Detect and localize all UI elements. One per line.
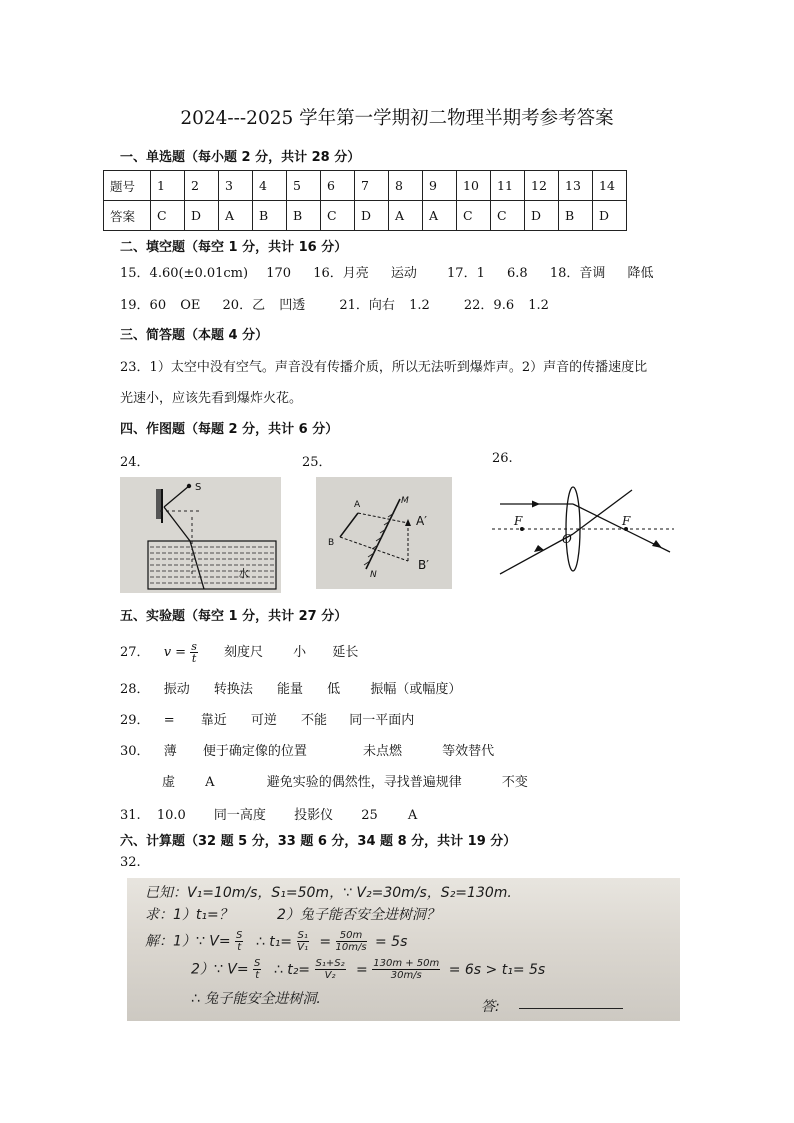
- answer-text: A: [407, 808, 418, 823]
- arrow-head: [532, 501, 540, 508]
- table-cell: 14: [593, 171, 627, 201]
- answer-text: 1.2: [528, 298, 549, 313]
- answer-text: 刻度尺: [224, 645, 264, 660]
- label-f-right: F: [622, 514, 631, 528]
- hw-den: V₂: [324, 970, 336, 981]
- answer-text: 170: [266, 266, 292, 281]
- short-answer-line-1: 23．1）太空中没有空气。声音没有传播介质，所以无法听到爆炸声。2）声音的传播速度比: [120, 360, 648, 375]
- question-number-24: 24．: [120, 455, 150, 470]
- answer-text: 22．9.6: [463, 298, 515, 313]
- formula-numerator: s: [191, 640, 197, 653]
- table-cell: B: [559, 201, 593, 231]
- answer-text: 延长: [332, 645, 359, 660]
- table-cell: D: [593, 201, 627, 231]
- table-cell: A: [219, 201, 253, 231]
- table-cell: 2: [185, 171, 219, 201]
- table-cell: 11: [491, 171, 525, 201]
- answer-text: 16．月亮: [313, 266, 369, 281]
- hw-given: 已知：V₁=10m/s，S₁=50m，∵ V₂=30m/s，S₂=130m.: [145, 885, 512, 901]
- answer-text: 同一高度: [213, 808, 266, 823]
- table-row: [104, 201, 627, 231]
- figure-26-convex-lens-diagram: [492, 482, 674, 578]
- page-title: 2024---2025 学年第一学期初二物理半期考参考答案: [180, 108, 614, 129]
- short-answer-line-2: 光速小，应该先看到爆炸火花。: [120, 391, 303, 406]
- table-cell: C: [321, 201, 355, 231]
- fill-answers-line-2: [120, 294, 549, 313]
- table-cell: C: [457, 201, 491, 231]
- answer-text: 振幅（或幅度）: [370, 682, 462, 697]
- answer-text: 降低: [627, 266, 654, 281]
- table-cell: 8: [389, 171, 423, 201]
- answer-table: [103, 170, 627, 231]
- answer-text: OE: [180, 298, 201, 313]
- table-cell: 12: [525, 171, 559, 201]
- answer-text: 能量: [277, 682, 304, 697]
- answer-text: 19．60: [120, 298, 167, 313]
- label-s: S: [195, 482, 202, 493]
- question-number-26: 26.: [492, 451, 513, 466]
- answer-text: 不变: [501, 775, 528, 790]
- label-n: N: [370, 570, 377, 580]
- answer-text: 不能: [301, 713, 328, 728]
- hw-den: V₁: [297, 942, 309, 953]
- table-cell: A: [423, 201, 457, 231]
- figure-25-mirror-image-diagram: [316, 477, 452, 589]
- question-number: 28．: [120, 682, 150, 697]
- table-cell: A: [389, 201, 423, 231]
- answer-text: 小: [293, 645, 307, 660]
- experiment-q29: [120, 709, 414, 728]
- table-cell: 9: [423, 171, 457, 201]
- experiment-q27: [120, 641, 358, 664]
- table-row: [104, 171, 627, 201]
- section-heading-single-choice: 一、单选题（每小题 2 分，共计 28 分）: [120, 150, 361, 165]
- answer-text: 等效替代: [442, 744, 495, 759]
- answer-text: 凹透: [279, 298, 306, 313]
- hw-fraction: [372, 958, 440, 981]
- hw-num: S₁+S₂: [315, 958, 345, 969]
- answer-text: 运动: [390, 266, 417, 281]
- question-number-32: 32.: [120, 855, 141, 870]
- question-number: 29．: [120, 713, 150, 728]
- label-b-prime: B′: [418, 558, 429, 572]
- hw-num: 50m: [336, 930, 367, 942]
- hw-conclusion: ∴ 兔子能安全进树洞.: [191, 991, 321, 1007]
- handwritten-solution-photo: [127, 878, 680, 1021]
- hw-den: 30m/s: [390, 970, 422, 981]
- answer-text: 20．乙: [222, 298, 266, 313]
- hw-solution-2: [191, 958, 545, 981]
- answer-text: 未点燃: [363, 744, 403, 759]
- table-cell: D: [355, 201, 389, 231]
- formula-lhs: v =: [163, 645, 187, 660]
- section-heading-short-answer: 三、简答题（本题 4 分）: [120, 328, 269, 343]
- answer-text: 1.2: [409, 298, 430, 313]
- answer-text: 靠近: [200, 713, 227, 728]
- figure-24-refraction-diagram: [120, 477, 281, 593]
- answer-text: 17．1: [447, 266, 485, 281]
- answer-text: A: [205, 775, 215, 790]
- hw-text: ∴ t₁=: [255, 933, 293, 950]
- table-row-label: 题号: [104, 171, 151, 201]
- answer-text: 25: [361, 808, 378, 823]
- label-o: O: [562, 532, 572, 546]
- answer-text: 18．音调: [549, 266, 606, 281]
- arrow-head: [652, 540, 662, 548]
- label-b: B: [328, 538, 335, 548]
- label-a-prime: A′: [416, 514, 427, 528]
- answer-text: 避免实验的偶然性，寻找普遍规律: [266, 775, 462, 790]
- table-cell: D: [185, 201, 219, 231]
- label-water: 水: [238, 567, 249, 580]
- hw-text: ∴ t₂=: [273, 961, 311, 978]
- hw-num: 130m + 50m: [373, 958, 440, 969]
- answer-text: 21．向右: [339, 298, 395, 313]
- answer-text: 同一平面内: [349, 713, 415, 728]
- formula-fraction: [190, 641, 198, 664]
- hw-num: S: [254, 958, 261, 969]
- answer-text: 振动: [163, 682, 190, 697]
- table-cell: 7: [355, 171, 389, 201]
- answer-text: 投影仪: [294, 808, 334, 823]
- table-cell: 10: [457, 171, 491, 201]
- answer-text: 虚: [162, 775, 176, 790]
- answer-text: =: [163, 713, 175, 728]
- experiment-q30-line-2: [162, 771, 528, 790]
- label-m: M: [401, 496, 409, 506]
- question-number: 31.: [120, 808, 141, 823]
- hw-num: S: [236, 930, 243, 941]
- hw-text: =: [356, 961, 368, 978]
- hw-den: t: [237, 942, 242, 953]
- experiment-q31: [120, 804, 417, 823]
- answer-text: 6.8: [507, 266, 528, 281]
- hw-text: = 6s > t₁= 5s: [448, 961, 546, 978]
- table-cell: 1: [151, 171, 185, 201]
- fill-answers-line-1: [120, 262, 654, 281]
- table-cell: 13: [559, 171, 593, 201]
- hw-den: 10m/s: [335, 942, 367, 953]
- answer-text: 转换法: [213, 682, 253, 697]
- experiment-q28: [120, 678, 461, 697]
- hw-text: = 5s: [375, 933, 408, 950]
- hw-fraction: [336, 930, 367, 953]
- table-cell: 6: [321, 171, 355, 201]
- question-number-25: 25．: [302, 455, 332, 470]
- hw-fraction: [235, 930, 243, 953]
- hw-text: =: [319, 933, 332, 950]
- answer-text: 15．4.60(±0.01cm): [120, 266, 249, 281]
- label-f-left: F: [514, 514, 523, 528]
- table-cell: C: [151, 201, 185, 231]
- hw-answer-underline: [519, 1008, 623, 1009]
- hw-den: t: [255, 970, 260, 981]
- table-cell: D: [525, 201, 559, 231]
- section-heading-drawing: 四、作图题（每题 2 分，共计 6 分）: [120, 422, 339, 437]
- hw-solution-1: [145, 930, 407, 953]
- hw-text: 解：1）∵ V=: [145, 933, 231, 950]
- hw-find-2: 2）兔子能否安全进树洞？: [277, 907, 440, 923]
- table-cell: 4: [253, 171, 287, 201]
- label-a: A: [354, 500, 361, 510]
- section-heading-calculation: 六、计算题（32 题 5 分，33 题 6 分，34 题 8 分，共计 19 分）: [120, 834, 517, 849]
- hw-fraction: [315, 958, 346, 981]
- formula-denominator: t: [191, 652, 197, 665]
- hw-fraction: [253, 958, 261, 981]
- table-cell: B: [253, 201, 287, 231]
- table-cell: 5: [287, 171, 321, 201]
- hw-text: 2）∵ V=: [191, 961, 249, 978]
- section-heading-experiment: 五、实验题（每空 1 分，共计 27 分）: [120, 609, 348, 624]
- answer-text: 低: [327, 682, 341, 697]
- table-row-label: 答案: [104, 201, 151, 231]
- table-cell: 3: [219, 171, 253, 201]
- hw-num: S₁: [297, 930, 308, 941]
- table-cell: C: [491, 201, 525, 231]
- hw-fraction: [297, 930, 309, 953]
- hw-find-1: 求：1）t₁=？: [145, 907, 233, 923]
- answer-text: 10.0: [156, 808, 186, 823]
- experiment-q30-line-1: [120, 740, 494, 759]
- table-cell: B: [287, 201, 321, 231]
- answer-text: 便于确定像的位置: [202, 744, 307, 759]
- question-number: 30．: [120, 744, 150, 759]
- answer-text: 薄: [163, 744, 177, 759]
- section-heading-fill-blank: 二、填空题（每空 1 分，共计 16 分）: [120, 240, 348, 255]
- answer-text: 可逆: [250, 713, 277, 728]
- question-number: 27．: [120, 645, 150, 660]
- hw-answer-label: 答:: [481, 999, 500, 1015]
